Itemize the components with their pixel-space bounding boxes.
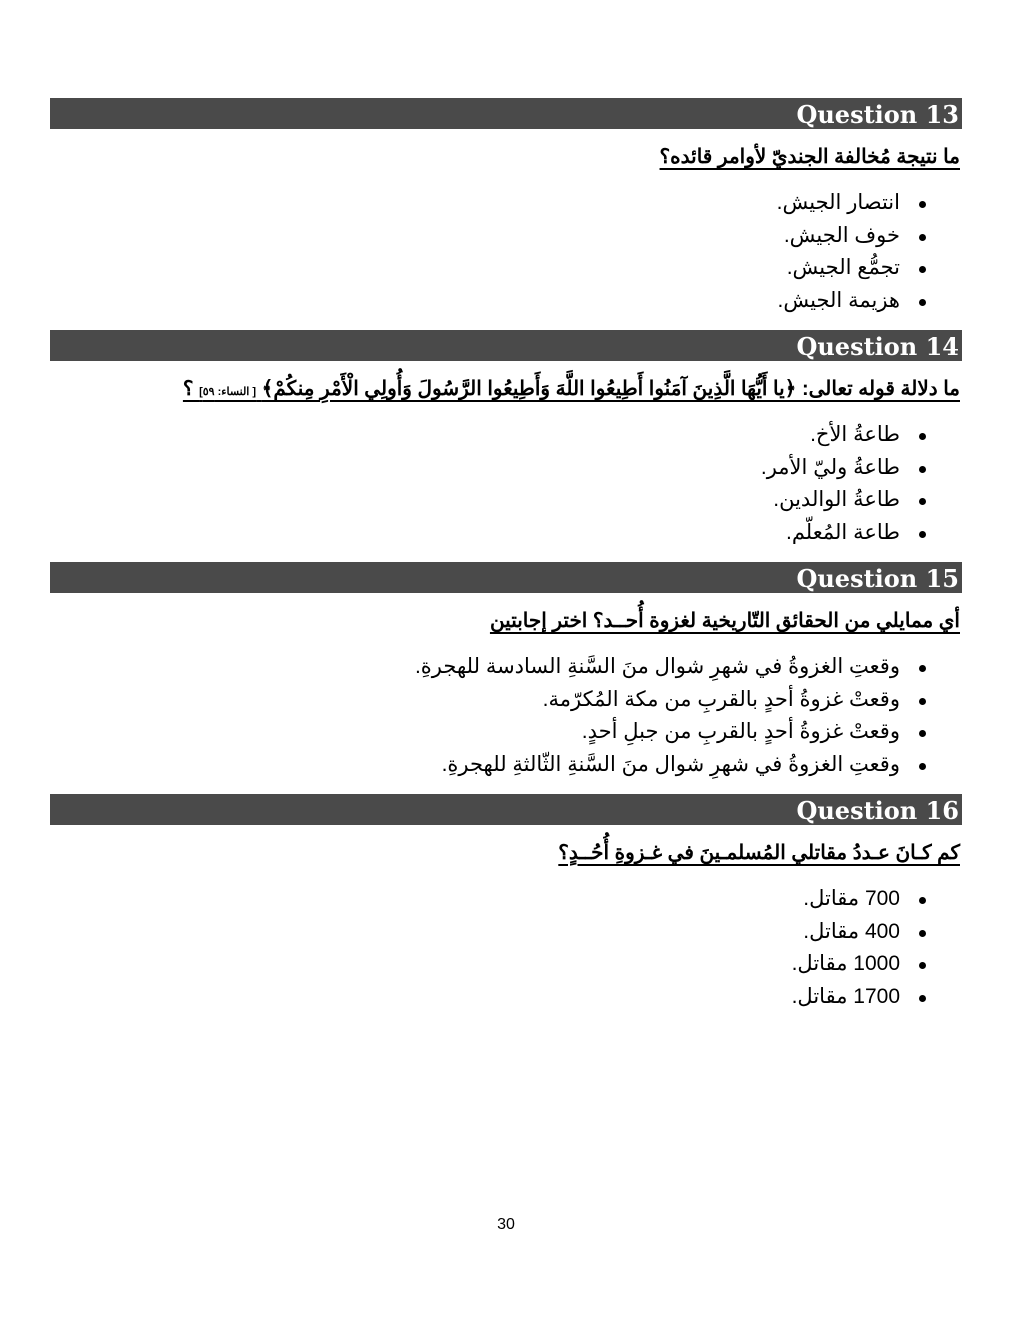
option: خوف الجيش.: [777, 220, 926, 253]
question-14-options: [761, 419, 926, 549]
question-14-main-text: ما دلالة قوله تعالى: ﴿يا أَيُّهَا الَّذِينَ آمَنُوا أَطِيعُوا اللَّهَ وَأَطِيعُوا الرَّسُولَ وَأُولِي الْأَمْرِ مِنكُمْ﴾: [261, 378, 960, 400]
quran-reference: [ النساء: ٥٩]: [199, 386, 257, 398]
option: طاعةُ الوالدين.: [761, 484, 926, 517]
question-15-text: أي ممايلي من الحقائق التّاريخية لغزوة أُحــد؟ اختر إجابتين: [489, 610, 960, 632]
option: وقعتِ الغزوةُ في شهرِ شوال منَ السَّنةِ الثّالثةِ للهجرةِ.: [415, 749, 926, 782]
question-13-options: [777, 187, 926, 317]
question-16-options: [792, 883, 926, 1013]
option: طاعة المُعلّم.: [761, 517, 926, 550]
option: طاعةُ الأخ.: [761, 419, 926, 452]
option: وقعتِ الغزوةُ في شهرِ شوال منَ السَّنةِ السادسة للهجرةِ.: [415, 651, 926, 684]
option: 1700 مقاتل.: [792, 981, 926, 1014]
option: وقعتْ غزوةُ أحدٍ بالقربِ من مكة المُكرّمة.: [415, 684, 926, 717]
option: 700 مقاتل.: [792, 883, 926, 916]
question-mark: ؟: [182, 378, 200, 400]
question-15-header: Question 15: [50, 562, 962, 593]
question-16-header: Question 16: [50, 794, 962, 825]
question-15-options: [415, 651, 926, 781]
option: وقعتْ غزوةُ أحدٍ بالقربِ من جبلِ أحدٍ.: [415, 716, 926, 749]
question-13-text: ما نتيجة مُخالفة الجنديّ لأوامر قائده؟: [659, 146, 960, 168]
option: 1000 مقاتل.: [792, 948, 926, 981]
question-14-header: Question 14: [50, 330, 962, 361]
option: طاعةُ وليّ الأمر.: [761, 452, 926, 485]
option: انتصار الجيش.: [777, 187, 926, 220]
question-13-header: Question 13: [50, 98, 962, 129]
option: هزيمة الجيش.: [777, 285, 926, 318]
question-14-text: [183, 375, 960, 406]
question-16-text: كم كـانَ عـددُ مقاتلي المُسلمـينَ في غـزوةِ أُحُــدٍ؟: [558, 842, 960, 864]
option: 400 مقاتل.: [792, 916, 926, 949]
page-number: 30: [497, 1216, 515, 1233]
option: تجمُّع الجيش.: [777, 252, 926, 285]
